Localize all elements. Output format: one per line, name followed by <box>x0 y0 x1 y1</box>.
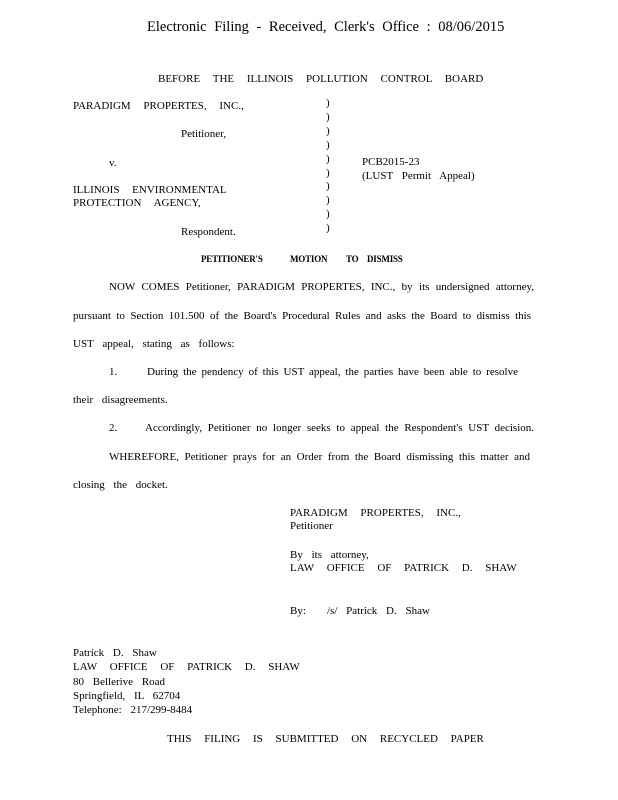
contact-office: LAW OFFICE OF PATRICK D. SHAW <box>73 661 300 673</box>
item-2-number: 2. <box>109 422 118 434</box>
electronic-signature: /s/ Patrick D. Shaw <box>327 605 430 617</box>
item-1-line-1: During the pendency of this UST appeal, the parties have been able to resolve <box>147 366 518 378</box>
caption-parentheses-column <box>326 97 330 236</box>
motion-title-word: PETITIONER'S <box>201 254 263 264</box>
contact-telephone: Telephone: 217/299-8484 <box>73 704 193 716</box>
petitioner-name: PARADIGM PROPERTES, INC., <box>73 100 244 112</box>
respondent-role: Respondent. <box>181 226 236 238</box>
item-2-line-1: Accordingly, Petitioner no longer seeks to appeal the Respondent's UST decision. <box>145 422 534 434</box>
caption-paren: ) <box>326 152 330 165</box>
filing-stamp: Electronic Filing - Received, Clerk's Office : 08/06/2015 <box>147 19 505 35</box>
caption-paren: ) <box>326 124 330 137</box>
petitioner-role: Petitioner, <box>181 128 227 140</box>
respondent-name-line1: ILLINOIS ENVIRONMENTAL <box>73 184 227 196</box>
intro-line-1: NOW COMES Petitioner, PARADIGM PROPERTES, INC., by its undersigned attorney, <box>109 281 534 293</box>
signature-law-office: LAW OFFICE OF PATRICK D. SHAW <box>290 562 517 574</box>
caption-paren: ) <box>326 208 330 221</box>
motion-title-word: TO <box>346 254 359 264</box>
motion-title-word: MOTION <box>290 254 328 264</box>
intro-line-2: pursuant to Section 101.500 of the Board's Procedural Rules and asks the Board to dismiss this <box>73 310 531 322</box>
contact-street: 80 Bellerive Road <box>73 676 166 688</box>
caption-paren: ) <box>326 138 330 151</box>
contact-city: Springfield, IL 62704 <box>73 690 181 702</box>
wherefore-line-2: closing the docket. <box>73 479 168 491</box>
signature-party-role: Petitioner <box>290 520 333 532</box>
wherefore-line-1: WHEREFORE, Petitioner prays for an Order from the Board dismissing this matter and <box>109 451 530 463</box>
court-heading: BEFORE THE ILLINOIS POLLUTION CONTROL BOARD <box>158 73 484 85</box>
versus: v. <box>109 157 117 169</box>
intro-line-3: UST appeal, stating as follows: <box>73 338 235 350</box>
caption-paren: ) <box>326 166 330 179</box>
caption-paren: ) <box>326 222 330 235</box>
respondent-name-line2: PROTECTION AGENCY, <box>73 197 201 209</box>
caption-paren: ) <box>326 180 330 193</box>
recycled-paper-note: THIS FILING IS SUBMITTED ON RECYCLED PAPER <box>167 733 484 745</box>
caption-paren: ) <box>326 97 330 109</box>
motion-title-word: DISMISS <box>367 254 403 264</box>
item-1-line-2: their disagreements. <box>73 394 168 406</box>
caption-paren: ) <box>326 194 330 207</box>
signature-party-name: PARADIGM PROPERTES, INC., <box>290 507 461 519</box>
case-number: PCB2015-23 <box>362 156 420 168</box>
signature-by-label: By: <box>290 605 306 617</box>
item-1-number: 1. <box>109 366 118 378</box>
signature-by-attorney: By its attorney, <box>290 549 369 561</box>
caption-paren: ) <box>326 110 330 123</box>
case-type: (LUST Permit Appeal) <box>362 170 475 182</box>
contact-name: Patrick D. Shaw <box>73 647 157 659</box>
